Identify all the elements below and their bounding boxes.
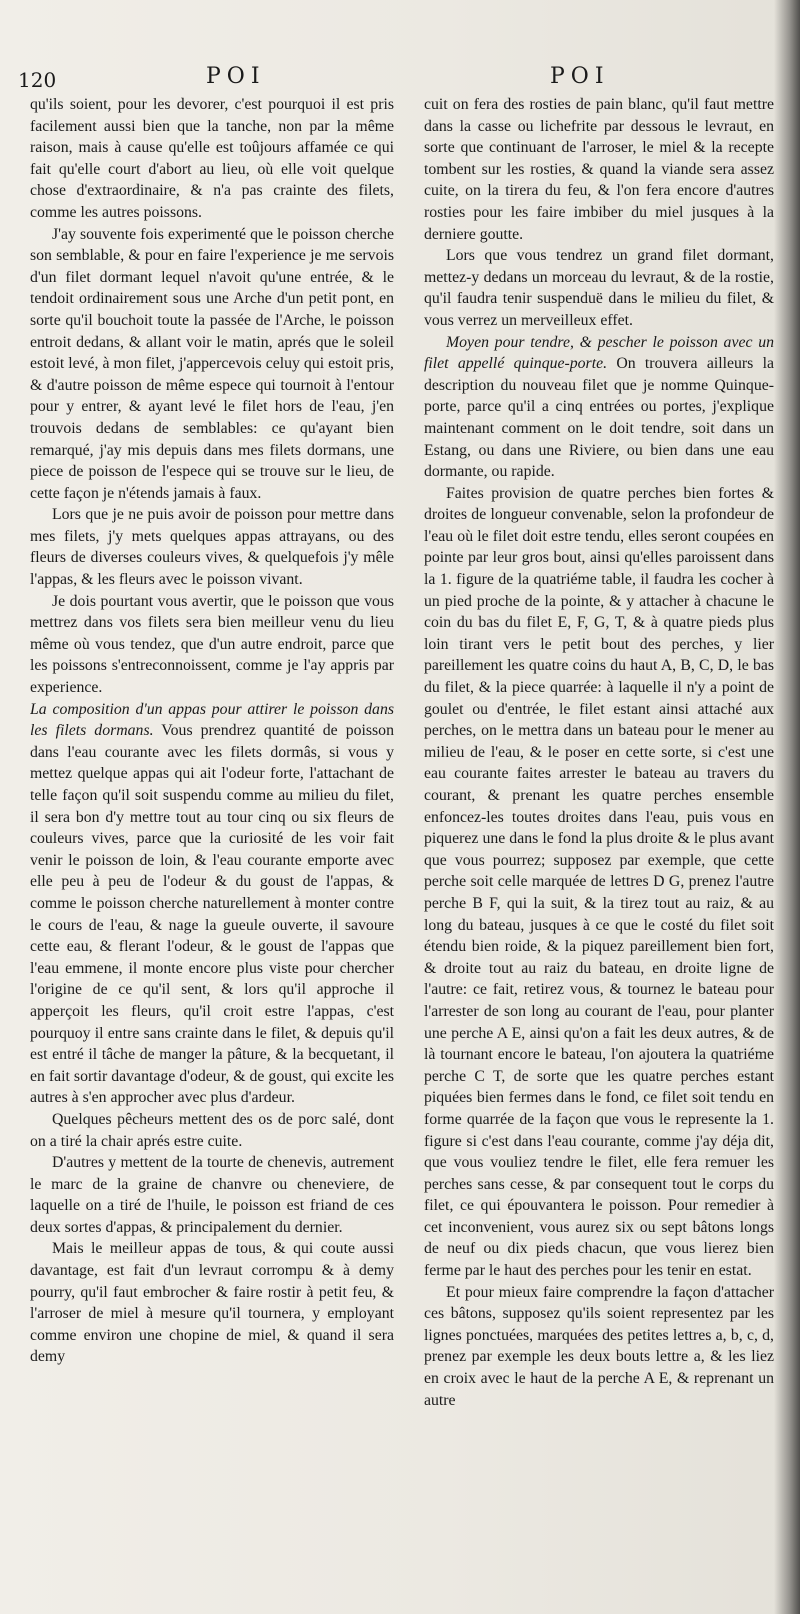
paragraph: Lors que je ne puis avoir de poisson pour mettre dans mes filets, j'y mets quelques appas attrayans, ou des fleurs de diverses couleurs vives, & quelquefois j'y mêle l'appas, & les fleurs avec le poisson vivant. — [30, 506, 394, 589]
paragraph: Lors que vous tendrez un grand filet dormant, mettez-y dedans un morceau du levraut, & de la rostie, qu'il faudra tenir suspenduë dans le milieu du filet, & vous verrez un merveilleux effet. — [424, 247, 774, 329]
paragraph-text: Vous prendrez quantité de poisson dans l'eau courante avec les filets dormâs, si vous y mettez quelque appas qui ait l'odeur forte, l'attachant de telle façon qu'il soit suspendu comme au milieu du filet, il sera bon d'y mettre tout au tour cinq ou six fleurs de couleurs vives, parce que la curiosité de les voir fait venir le poisson de loin, & l'eau courante emporte avec elle peu à peu de l'odeur & du goust de l'appas, & comme le poisson cherche naturellement à monter contre le cours de l'eau, & nage la gueule ouverte, il savoure cette eau, & flerant l'odeur, & le goust de l'appas que l'eau emmene, il monte encore plus viste pour chercher l'origine de ce qu'il sent, & lors qu'il approche il apperçoit les fleurs, qu'il croit estre l'appas, c'est pourquoy il entre sans crainte dans le filet, & depuis qu'il est entré il tâche de manger la pâture, & la becquetant, il en fait sortir davantage d'odeur, & de goust, qui excite les autres à s'en approcher avec plus d'ardeur. — [30, 722, 394, 1107]
page-number: 120 — [18, 68, 57, 92]
page-header — [18, 64, 774, 94]
right-column — [424, 94, 774, 1599]
section-heading: Moyen pour tendre, & pescher le poisson avec un filet appellé quinque-porte. — [424, 333, 774, 373]
paragraph: Faites provision de quatre perches bien fortes & droites de longueur convenable, selon la profondeur de l'eau où le filet doit estre tendu, elles seront coupées en pointe par leur gros bout, ainsi qu'elles paroissent dans la 1. figure de la quatriéme table, il faudra les cocher à un pied proche de la pointe, & y attacher à chacune le coin du bas du filet E, F, G, T, & à quatre pieds plus loin tirant vers le petit bout des perches, y lier pareillement les quatre coins du haut A, B, C, D, le bas du filet, & la piece quarrée: à laquelle il n'y a point de goulet ou d'entrée, le filet estant ainsi attaché aux perches, on le mettra dans un bateau pour le mener au milieu de l'eau, & le poser en cette sorte, si c'est une eau courante faites arrester le bateau au travers du courant, & prenant les quatre perches ensemble enfoncez-les toutes droites dans l'eau, puis vous en piquerez une dans le fond la plus droite & le plus avant que vous pourrez; supposez par exemple, que cette perche soit celle marquée de lettres D G, prenez l'autre perche B F, qui la suit, & la tirez tout au raiz, & au long du bateau, jusques à ce que le costé du filet soit étendu bien roide, & la piquez pareillement bien fort, & droite tout au raiz du bateau, en droite ligne de l'autre: ce fait, retirez vous, & tournez le bateau pour l'arrester de son long au courant de l'eau, pour planter une perche A E, ainsi qu'on a fait les deux autres, & de là tournant encore le bateau, l'on ajoutera la quatriéme perche C T, de sorte que les quatre perches estant piquées bien fermes dans le fond, ce filet soit tendu en forme quarrée de la façon que vous le represente la 1. figure si c'est dans l'eau courante, comme j'ay déja dit, que vous vouliez tendre le filet, elle fera remuer les perches sans cesse, & par consequent tout le corps du filet, ce qui épouvantera le poisson. Pour remedier à cet inconvenient, vous aurez six ou sept bâtons longs de neuf ou dix pieds chacun, que vous lierez bien ferme par le haut des perches pour les tenir en estat. — [424, 484, 774, 1280]
paragraph: Et pour mieux faire comprendre la façon d'attacher ces bâtons, supposez qu'ils soient representez par les lignes ponctuées, marquées des petites lettres a, b, c, d, prenez par exemple les deux bouts lettre a, & les liez en croix avec le haut de la perche A E, & reprenant un autre — [424, 1283, 774, 1409]
paragraph-appas — [30, 699, 394, 1109]
paragraph-quinque-porte — [424, 332, 774, 483]
paragraph: qu'ils soient, pour les devorer, c'est pourquoi il est pris facilement aussi bien que la tanche, non par la même raison, mais à cause qu'elle est toûjours affamée ce qui fait qu'elle court d'abort au lieu, où elle voit quelque chose d'extraordinaire, & n'a pas crainte des filets, comme les autres poissons. — [30, 96, 394, 221]
paragraph-text: On trouvera ailleurs la description du nouveau filet que je nomme Quinque-porte, parce qu'il a cinq entrées ou portes, j'explique maintenant comment on le doit tendre, soit dans un Estang, ou dans une Riviere, ou bien dans une eau dormante, ou rapide. — [424, 355, 774, 481]
paragraph: J'ay souvente fois experimenté que le poisson cherche son semblable, & pour en faire l'experience je me servois d'un filet dormant lequel n'avoit qu'une entrée, & le tendoit ordinairement sous une Arche d'un petit pont, en sorte qu'il bouchoit toute la passée de l'Arche, le poisson entroit dedans, & allant voir le matin, aprés que le soleil estoit levé, à mon filet, j'appercevois celuy qui estoit pris, & d'autre poisson de même espece qui tournoit à l'entour pour y entrer, & ayant levé le filet hors de l'eau, j'en trouvois dedans de semblables: ce qu'ayant bien remarqué, j'ay mis depuis dans mes filets dormans, une piece de poisson de l'espece qui se trouve sur le lieu, de cette façon je n'étends jamais à faux. — [30, 225, 394, 502]
paragraph: Mais le meilleur appas de tous, & qui coute aussi davantage, est fait d'un levraut corrompu & à demy pourry, qu'il faut embrocher & faire rostir à petit feu, & l'arroser de miel à mesure qu'il tournera, y employant comme environ une chopine de miel, & quand il sera demy — [30, 1240, 394, 1366]
paragraph: D'autres y mettent de la tourte de chenevis, autrement le marc de la graine de chanvre ou cheneviere, de laquelle on a tiré de l'huile, le poisson est friand de ces deux sortes d'appas, & principalement du dernier. — [30, 1154, 394, 1236]
section-heading: La composition d'un appas pour attirer le poisson dans les filets dormans. — [30, 700, 394, 740]
running-head-left: POI — [206, 64, 266, 89]
paragraph: Quelques pêcheurs mettent des os de porc salé, dont on a tiré la chair aprés estre cuite. — [30, 1110, 394, 1150]
left-column — [30, 94, 394, 1599]
paragraph: Je dois pourtant vous avertir, que le poisson que vous mettrez dans vos filets sera bien meilleur venu du lieu même où vous tendez, que d'un autre endroit, parce que les poissons s'entreconnoissent, comme je l'ay appris par experience. — [30, 592, 394, 697]
paragraph: cuit on fera des rosties de pain blanc, qu'il faut mettre dans la casse ou lichefrite par dessous le levraut, en sorte que continuant de l'arroser, le miel & la recepte tombent sur les rosties, & quand la viande sera assez cuite, on la tirera du feu, & l'on fera encore d'autres rosties pour les faire imbiber du miel jusques à la derniere goutte. — [424, 96, 774, 243]
page-edge-shadow — [774, 0, 800, 1614]
running-head-right: POI — [550, 64, 610, 89]
